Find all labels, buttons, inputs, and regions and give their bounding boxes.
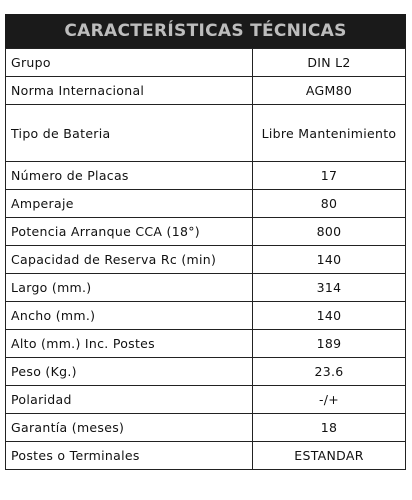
table-row-peso [6,358,406,386]
row-value: 314 [253,274,406,302]
row-value: DIN L2 [253,49,406,77]
table-row-ancho [6,302,406,330]
spec-card [5,14,406,470]
row-label: Garantía (meses) [6,414,253,442]
table-row-tipo-de-bateria [6,105,406,162]
spec-table [5,48,406,470]
table-row-grupo [6,49,406,77]
row-value: -/+ [253,386,406,414]
row-label: Ancho (mm.) [6,302,253,330]
row-value: 189 [253,330,406,358]
row-label: Capacidad de Reserva Rc (min) [6,246,253,274]
row-value: 18 [253,414,406,442]
table-row-polaridad [6,386,406,414]
row-value: 800 [253,218,406,246]
row-label: Tipo de Bateria [6,105,253,162]
row-value: 23.6 [253,358,406,386]
spec-title: CARACTERÍSTICAS TÉCNICAS [5,14,406,48]
row-label: Peso (Kg.) [6,358,253,386]
table-row-postes-o-terminales [6,442,406,470]
table-row-norma-internacional [6,77,406,105]
row-label: Postes o Terminales [6,442,253,470]
row-value-cell [253,105,406,162]
table-row-numero-de-placas [6,162,406,190]
row-value: 140 [253,302,406,330]
table-row-potencia-arranque [6,218,406,246]
row-value: 80 [253,190,406,218]
table-row-largo [6,274,406,302]
row-label: Amperaje [6,190,253,218]
row-label: Número de Placas [6,162,253,190]
table-row-capacidad-de-reserva [6,246,406,274]
row-value: 17 [253,162,406,190]
table-row-garantia [6,414,406,442]
row-value: ESTANDAR [253,442,406,470]
row-label: Potencia Arranque CCA (18°) [6,218,253,246]
row-value: 140 [253,246,406,274]
table-row-alto [6,330,406,358]
row-label: Polaridad [6,386,253,414]
row-label: Norma Internacional [6,77,253,105]
row-value: Libre Mantenimiento [261,125,397,141]
table-row-amperaje [6,190,406,218]
row-label: Largo (mm.) [6,274,253,302]
row-label: Alto (mm.) Inc. Postes [6,330,253,358]
row-label: Grupo [6,49,253,77]
row-value: AGM80 [253,77,406,105]
